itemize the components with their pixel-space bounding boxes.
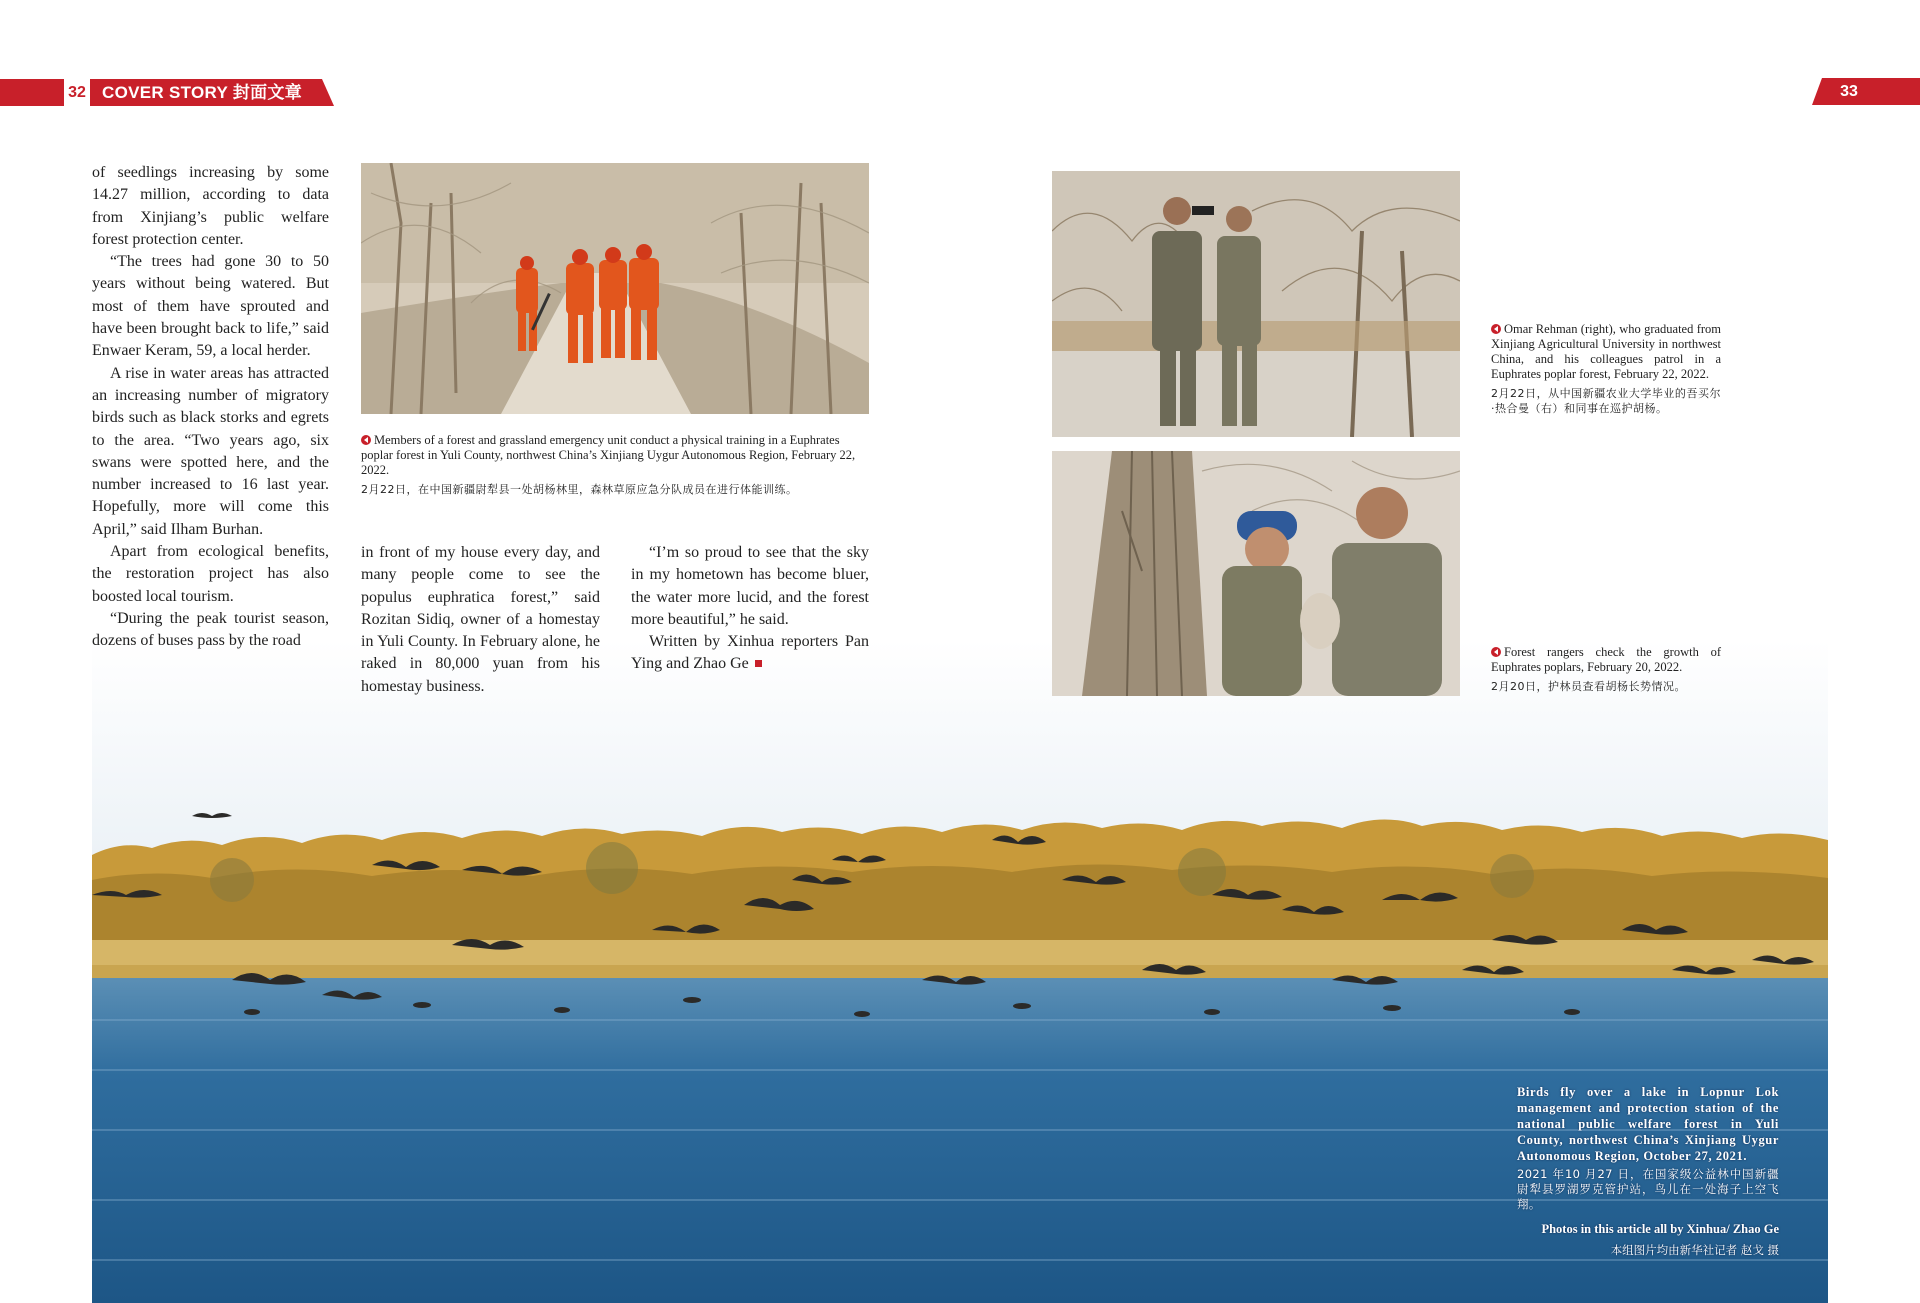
caption-chinese: 2月20日，护林员查看胡杨长势情况。 [1491,680,1686,693]
caption-chinese: 2021 年10 月27 日，在国家级公益林中国新疆尉犁县罗湖罗克管护站，鸟儿在一处海子上空飞翔。 [1517,1167,1779,1211]
caption-english: Omar Rehman (right), who graduated from Xinjiang Agricultural University in northwest China, and his colleagues patrol in a Euphrates poplar forest, February 22, 2022. [1491,322,1721,381]
training-photo [361,163,869,414]
caption-english: Members of a forest and grassland emergency unit conduct a physical training in a Euphrates poplar forest in Yuli County, northwest China’s Xinjiang Uygur Autonomous Region, February 22, 2022. [361,433,856,477]
article-column-3 [631,542,869,676]
rangers-photo [1052,451,1460,696]
caption-english: Birds fly over a lake in Lopnur Lok management and protection station of the national public welfare forest in Yuli County, northwest China’s Xinjiang Uygur Autonomous Region, October 27, 2021. [1517,1085,1779,1163]
byline-text: Written by Xinhua reporters Pan Ying and Zhao Ge [631,633,869,673]
caption-english: Forest rangers check the growth of Euphrates poplars, February 20, 2022. [1491,645,1721,674]
photo-credit: Photos in this article all by Xinhua/ Zhao Ge [1541,1222,1779,1236]
page-number-left: 32 [64,79,90,106]
paragraph: A rise in water areas has attracted an increasing number of migratory birds such as black storks and egrets to the area. “Two years ago, six swans were spotted here, and the number increased to 16 last year. Hopefully, more will come this April,” said Ilham Burhan. [92,364,329,538]
training-caption [361,433,869,497]
rangers-caption [1491,645,1721,694]
photo-camera-icon [1491,324,1501,334]
page-number-right: 33 [1840,83,1858,100]
header-band-right [1812,78,1920,105]
paragraph: in front of my house every day, and many people come to see the populus euphratica forest,” said Rozitan Sidiq, owner of a homestay in Yuli County. In February alone, he raked in 80,000 yuan from his homestay business. [361,544,600,695]
byline [631,631,869,676]
end-mark-icon [755,660,762,667]
caption-chinese: 2月22日，从中国新疆农业大学毕业的吾买尔·热合曼（右）和同事在巡护胡杨。 [1491,387,1721,415]
article-column-1 [92,162,329,653]
lake-caption [1517,1084,1779,1212]
article-column-2 [361,542,600,698]
patrol-caption [1491,322,1721,416]
paragraph: “During the peak tourist season, dozens of buses pass by the road [92,609,329,650]
patrol-photo [1052,171,1460,437]
paragraph: Apart from ecological benefits, the restoration project has also boosted local tourism. [92,543,329,605]
section-title: COVER STORY 封面文章 [102,83,303,102]
paragraph: of seedlings increasing by some 14.27 million, according to data from Xinjiang’s public welfare forest protection center. [92,164,329,248]
paragraph: “The trees had gone 30 to 50 years without being watered. But most of them have sprouted and have been brought back to life,” said Enwaer Keram, 59, a local herder. [92,253,329,360]
photo-camera-icon [1491,647,1501,657]
paragraph: “I’m so proud to see that the sky in my hometown has become bluer, the water more lucid, and the forest more beautiful,” he said. [631,544,869,628]
photo-camera-icon [361,435,371,445]
photo-credit-chinese: 本组图片均由新华社记者 赵戈 摄 [1610,1243,1779,1257]
caption-chinese: 2月22日，在中国新疆尉犁县一处胡杨林里，森林草原应急分队成员在进行体能训练。 [361,483,798,496]
